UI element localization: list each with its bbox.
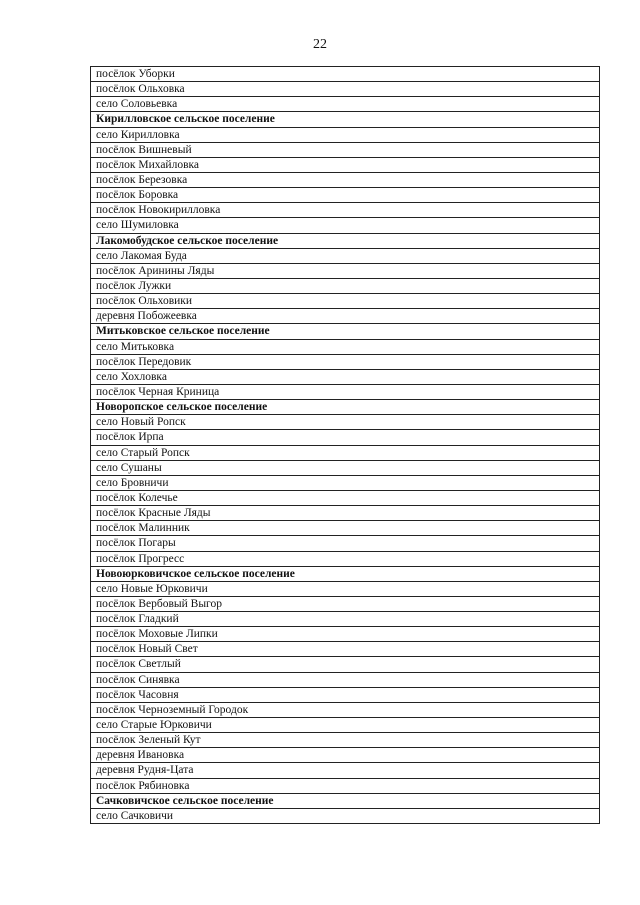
- settlement-row: посёлок Передовик: [91, 355, 599, 370]
- section-header-row: Сачковичское сельское поселение: [91, 794, 599, 809]
- section-header-row: Лакомобудское сельское поселение: [91, 234, 599, 249]
- settlement-row: посёлок Черноземный Городок: [91, 703, 599, 718]
- settlement-row: село Старые Юрковичи: [91, 718, 599, 733]
- page-number: 22: [313, 37, 327, 52]
- settlement-row: посёлок Рябиновка: [91, 779, 599, 794]
- settlement-row: посёлок Новый Свет: [91, 642, 599, 657]
- section-header-row: Новоропское сельское поселение: [91, 400, 599, 415]
- settlement-row: село Новый Ропск: [91, 415, 599, 430]
- settlement-row: посёлок Вербовый Выгор: [91, 597, 599, 612]
- settlement-row: посёлок Колечье: [91, 491, 599, 506]
- settlement-row: посёлок Уборки: [91, 67, 599, 82]
- settlement-row: село Новые Юрковичи: [91, 582, 599, 597]
- settlement-row: село Старый Ропск: [91, 446, 599, 461]
- settlement-row: посёлок Черная Криница: [91, 385, 599, 400]
- settlement-row: село Хохловка: [91, 370, 599, 385]
- settlement-row: посёлок Вишневый: [91, 143, 599, 158]
- settlement-row: посёлок Аринины Ляды: [91, 264, 599, 279]
- settlement-row: посёлок Часовня: [91, 688, 599, 703]
- settlement-row: село Сачковичи: [91, 809, 599, 824]
- settlement-row: посёлок Березовка: [91, 173, 599, 188]
- settlement-row: село Кирилловка: [91, 128, 599, 143]
- section-header-row: Кирилловское сельское поселение: [91, 112, 599, 127]
- settlement-row: посёлок Моховые Липки: [91, 627, 599, 642]
- section-header-row: Новоюрковичское сельское поселение: [91, 567, 599, 582]
- settlement-row: село Лакомая Буда: [91, 249, 599, 264]
- settlement-row: посёлок Ирпа: [91, 430, 599, 445]
- settlement-row: село Бровничи: [91, 476, 599, 491]
- settlement-row: посёлок Ольховка: [91, 82, 599, 97]
- settlement-row: село Соловьевка: [91, 97, 599, 112]
- settlement-row: село Шумиловка: [91, 218, 599, 233]
- settlement-row: посёлок Михайловка: [91, 158, 599, 173]
- settlement-row: посёлок Синявка: [91, 673, 599, 688]
- settlement-row: посёлок Новокирилловка: [91, 203, 599, 218]
- settlement-row: посёлок Красные Ляды: [91, 506, 599, 521]
- settlement-row: деревня Побожеевка: [91, 309, 599, 324]
- settlement-row: посёлок Погары: [91, 536, 599, 551]
- settlement-row: посёлок Боровка: [91, 188, 599, 203]
- settlements-table: [90, 66, 600, 824]
- settlement-row: деревня Ивановка: [91, 748, 599, 763]
- settlement-row: посёлок Гладкий: [91, 612, 599, 627]
- settlement-row: село Сушаны: [91, 461, 599, 476]
- settlement-row: посёлок Лужки: [91, 279, 599, 294]
- settlement-row: село Митьковка: [91, 340, 599, 355]
- settlement-row: посёлок Светлый: [91, 657, 599, 672]
- settlement-row: деревня Рудня-Цата: [91, 763, 599, 778]
- settlement-row: посёлок Зеленый Кут: [91, 733, 599, 748]
- settlement-row: посёлок Ольховики: [91, 294, 599, 309]
- settlement-row: посёлок Прогресс: [91, 552, 599, 567]
- section-header-row: Митьковское сельское поселение: [91, 324, 599, 339]
- settlement-row: посёлок Малинник: [91, 521, 599, 536]
